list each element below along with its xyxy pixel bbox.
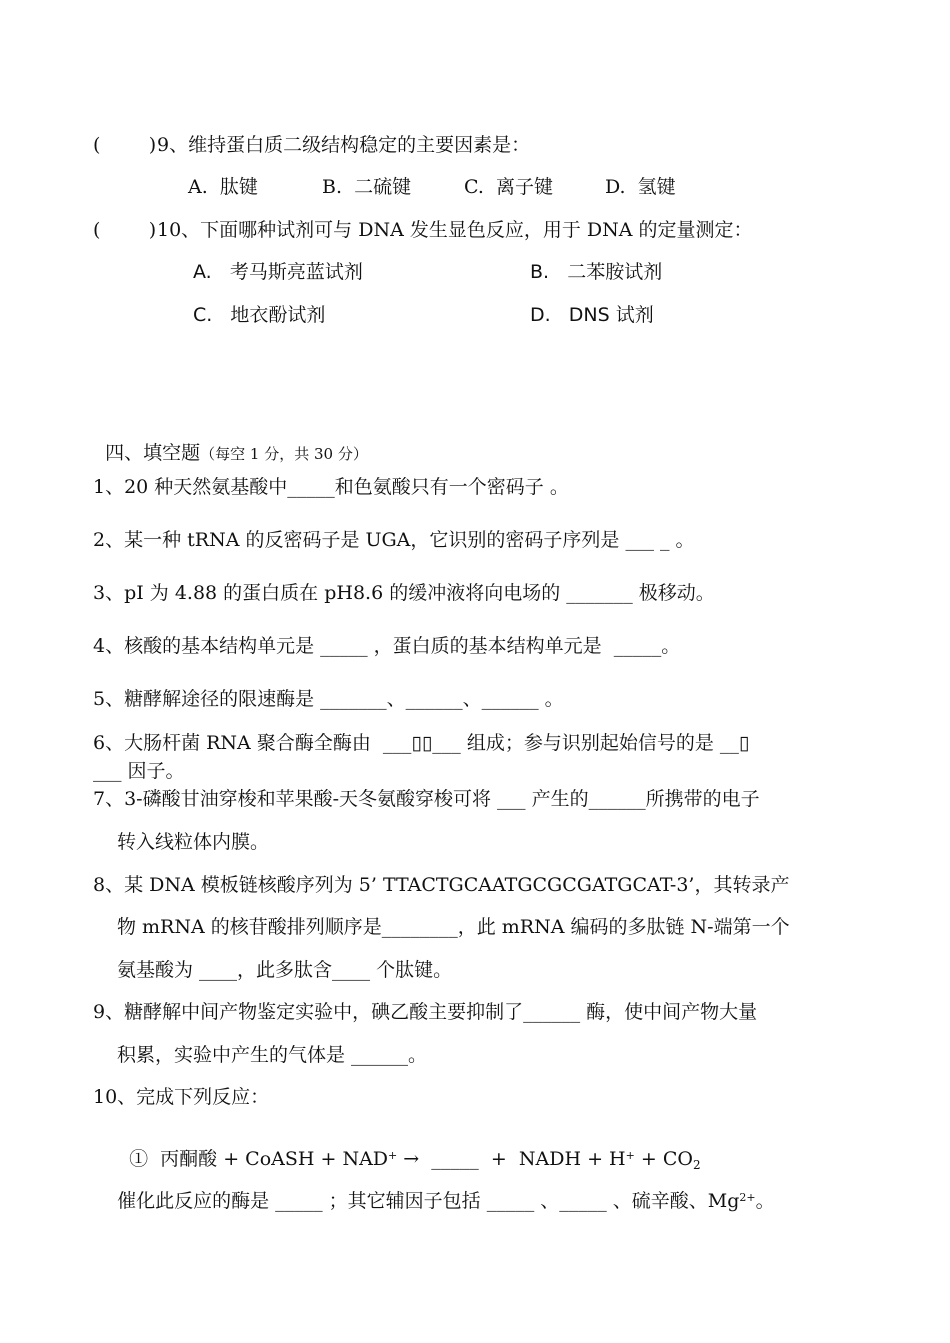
co2-subscript: 2 (692, 1158, 701, 1172)
nad-charge: + (388, 1149, 398, 1162)
q10-option-c: C. 地衣酚试剂 (193, 304, 326, 326)
fill-q9-line2: 积累，实验中产生的气体是 ______。 (117, 1044, 428, 1066)
section-title-text: 四、填空题 (105, 442, 201, 464)
q9-option-b: B. 二硫键 (322, 176, 412, 198)
fill-q5: 5、糖酵解途径的限速酶是 _______、______、______ 。 (93, 688, 564, 710)
fill-q1: 1、20 种天然氨基酸中_____和色氨酸只有一个密码子 。 (93, 476, 569, 498)
q10-option-a: A. 考马斯亮蓝试剂 (193, 261, 363, 283)
fill-q2: 2、某一种 tRNA 的反密码子是 UGA，它识别的密码子序列是 ___ _ 。 (93, 529, 695, 551)
fill-q6-line2: ___ 因子。 (93, 760, 185, 782)
q9-option-a: A. 肽键 (188, 176, 258, 198)
reaction-arrow-products: → _____ + NADH + H (397, 1148, 626, 1170)
fill-q8-line3: 氨基酸为 ____，此多肽含____ 个肽键。 (117, 959, 453, 981)
q9-stem: 9、维持蛋白质二级结构稳定的主要因素是： (157, 134, 531, 156)
fill-q6-line1: 6、大肠杆菌 RNA 聚合酶全酶由 ___▯▯___ 组成；参与识别起始信号的是 __▯ (93, 732, 750, 754)
fill-q7-line2: 转入线粒体内膜。 (117, 831, 270, 853)
catalyst-text: 催化此反应的酶是 _____ ；其它辅因子包括 _____ 、_____ 、硫辛酸、Mg (117, 1190, 740, 1212)
fill-q8-line1: 8、某 DNA 模板链核酸序列为 5’ TTACTGCAATGCGCGATGCAT-3’，其转录产 (93, 874, 790, 896)
proton-charge: + (625, 1149, 635, 1162)
q10-answer-paren[interactable]: ( ) (93, 219, 157, 241)
fill-q10: 10、完成下列反应： (93, 1086, 270, 1108)
fill-q4: 4、核酸的基本结构单元是 _____ ，蛋白质的基本结构单元是 _____。 (93, 635, 681, 657)
q9-option-d: D. 氢键 (605, 176, 676, 198)
mg-charge: 2+ (739, 1191, 756, 1204)
q10-stem: 10、下面哪种试剂可与 DNA 发生显色反应，用于 DNA 的定量测定： (157, 219, 753, 241)
q9-option-c: C. 离子键 (464, 176, 553, 198)
section-title (93, 425, 368, 463)
fill-q9-line1: 9、糖酵解中间产物鉴定实验中，碘乙酸主要抑制了______ 酶，使中间产物大量 (93, 1001, 758, 1023)
q10-option-b: B. 二苯胺试剂 (530, 261, 663, 283)
q10-option-d: D. DNS 试剂 (530, 304, 654, 326)
q9-answer-paren[interactable]: ( ) (93, 134, 157, 156)
catalyst-end: 。 (755, 1190, 775, 1212)
reaction-co2: + CO (634, 1148, 693, 1170)
reaction-reactants: ① 丙酮酸 + CoASH + NAD (129, 1148, 389, 1170)
reaction-equation (117, 1131, 701, 1171)
fill-q3: 3、pI 为 4.88 的蛋白质在 pH8.6 的缓冲液将向电场的 _______ 极移动。 (93, 582, 715, 604)
fill-q8-line2: 物 mRNA 的核苷酸排列顺序是________，此 mRNA 编码的多肽链 N-端第一个 (117, 916, 790, 938)
catalyst-line (105, 1173, 775, 1211)
fill-q7-line1: 7、3-磷酸甘油穿梭和苹果酸-天冬氨酸穿梭可将 ___ 产生的______所携带的电子 (93, 788, 760, 810)
section-note: （每空 1 分，共 30 分） (200, 445, 368, 463)
